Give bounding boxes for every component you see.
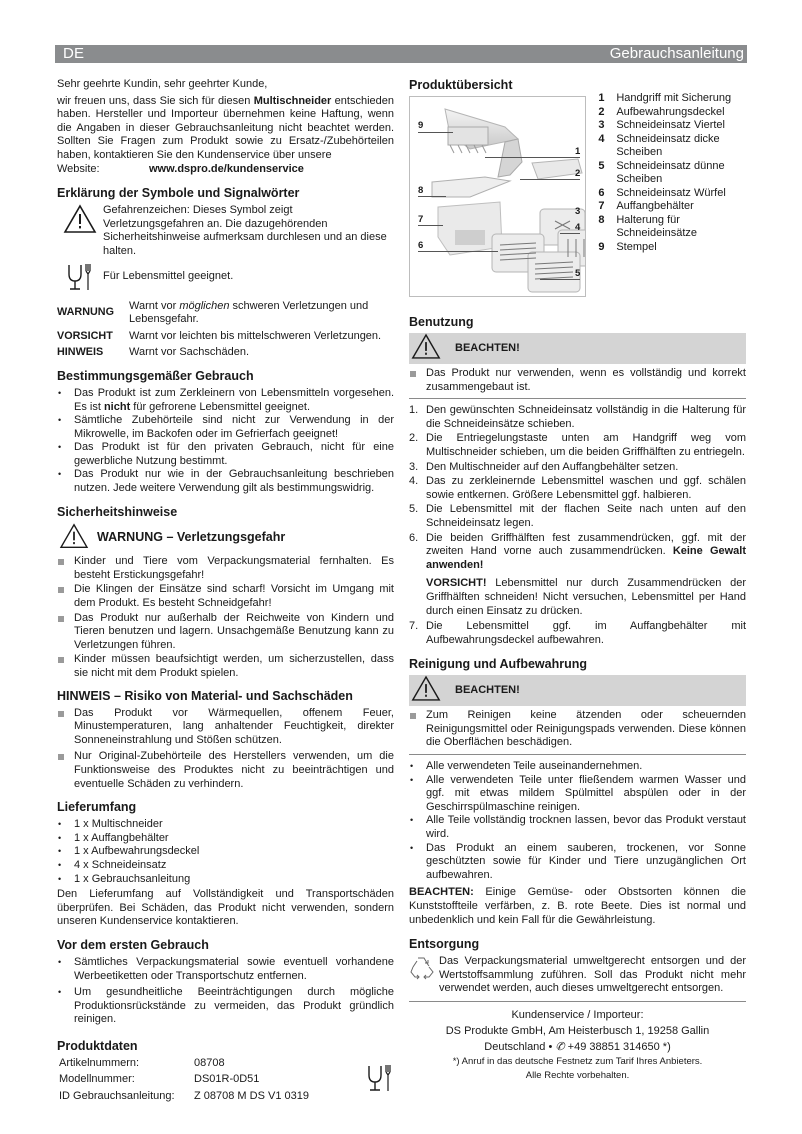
cleaning-list <box>409 760 746 882</box>
signal-row-warnung <box>57 300 394 327</box>
notice-list <box>57 707 394 792</box>
list-item: • Um gesundheitliche Beeinträchtigungen durch mögliche Produktionsrückstände zu vermeiden, das Produkt gründlich reinigen. <box>57 986 394 1027</box>
cleaning-heading: Reinigung und Aufbewahrung <box>409 657 587 672</box>
list-item: • Alle Teile vollständig trocknen lassen, bevor das Produkt verstaut wird. <box>409 814 746 841</box>
data-label: Modellnummer: <box>59 1073 135 1086</box>
danger-symbol-row <box>57 204 394 258</box>
list-item: • Alle verwendeten Teile unter fließendem warmen Wasser und ggf. mit etwas mildem Spülmittel abspülen oder in der Geschirrspülmaschine reinigen. <box>409 774 746 815</box>
legend-label: Schneideinsatz Viertel <box>616 119 725 131</box>
step-number: 2. <box>409 432 419 445</box>
beachten-label: BEACHTEN! <box>455 341 520 354</box>
step-number: 3. <box>409 460 419 473</box>
list-item: • Das Produkt nur wie in der Gebrauchsanleitung beschrieben nutzen. Jede weitere Verwendung gilt als bestimmungswidrig. <box>57 468 394 495</box>
cleaning-remark <box>409 886 746 927</box>
safety-heading: Sicherheitshinweise <box>57 504 178 519</box>
signal-word: WARNUNG <box>57 306 114 319</box>
website-label: Website: <box>57 162 100 175</box>
step-text: Die Lebensmittel ggf. im Auffangbehälter mit Aufbewahrungsdeckel aufbewahren. <box>426 620 746 646</box>
product-data-table <box>59 1057 349 1104</box>
callout-9: 9 <box>418 120 424 131</box>
legend-label: Schneideinsatz dicke Scheiben <box>616 132 720 158</box>
product-name: Multischneider <box>253 94 332 107</box>
website-line <box>57 163 394 177</box>
warning-heading: WARNUNG – Verletzungsgefahr <box>97 530 286 545</box>
intro-text: wir freuen uns, dass Sie sich für diesen <box>57 94 254 107</box>
footer-note: *) Anruf in das deutsche Festnetz zum Tarif Ihres Anbieters. <box>452 1055 703 1067</box>
multi-chopper-illustration <box>410 97 586 297</box>
footer-rights: Alle Rechte vorbehalten. <box>525 1069 630 1081</box>
signal-word: VORSICHT <box>57 329 113 342</box>
legend-item <box>598 241 746 255</box>
legend-num: 4 <box>598 132 605 145</box>
legend-item <box>598 119 746 133</box>
parts-legend <box>598 92 746 297</box>
item-bold: nicht <box>103 400 131 413</box>
usage-steps-cont <box>409 620 746 647</box>
list-item: Kinder müssen beaufsichtigt werden, um sicherzustellen, dass sie nicht mit dem Produkt spielen. <box>57 653 394 680</box>
step-text: Die Lebensmittel mit der flachen Seite nach unten auf den Schneideinsatz legen. <box>426 503 746 529</box>
list-item: Das Produkt nur verwenden, wenn es vollständig und korrekt zusammengebaut ist. <box>409 367 746 394</box>
disposal-row <box>409 955 746 996</box>
footer-address: DS Produkte GmbH, Am Heisterbusch 1, 19258 Gallin <box>445 1024 710 1037</box>
list-item: Das Produkt nur außerhalb der Reichweite von Kindern und Tieren benutzen und lagern. Unsachgemäße Benutzung kann zu Verletzungen führen. <box>57 612 394 653</box>
list-item: • Alle verwendeten Teile auseinandernehmen. <box>409 760 746 774</box>
data-value: Z 08708 M DS V1 0319 <box>194 1090 309 1103</box>
product-data-heading: Produktdaten <box>57 1038 138 1053</box>
warning-list <box>57 555 394 680</box>
list-item: • 1 x Aufbewahrungsdeckel <box>57 845 394 859</box>
step-text: Den Multischneider auf den Auffangbehälter setzen. <box>426 460 679 473</box>
beachten-bar <box>409 675 746 706</box>
legend-num: 3 <box>598 119 605 131</box>
callout-7: 7 <box>418 214 424 225</box>
list-item: • 1 x Gebrauchsanleitung <box>57 873 394 887</box>
step-text: Die beiden Griffhälften fest zusammendrücken, ggf. mit der zweiten Hand vorne auch zusammendrücken. <box>426 531 746 558</box>
right-column <box>409 78 746 1083</box>
list-item: • 4 x Schneideinsatz <box>57 859 394 873</box>
item-text: für gefrorene Lebensmittel geeignet. <box>130 400 311 413</box>
step-number: 1. <box>409 404 419 417</box>
list-item: Das Produkt vor Wärmequellen, offenem Feuer, Minustemperaturen, lang anhaltender Feuchtigkeit, direkter Sonneneinstrahlung und Stößen schützen. <box>57 707 394 748</box>
legend-label: Schneideinsatz Würfel <box>616 186 726 199</box>
desc-italic: möglichen <box>179 299 230 312</box>
legend-num: 1 <box>598 92 605 104</box>
legend-label: Halterung für Schneideinsätze <box>616 213 698 239</box>
food-safe-glass-fork-icon <box>57 262 103 292</box>
symbols-heading: Erklärung der Symbole und Signalwörter <box>57 186 300 201</box>
overview-heading: Produktübersicht <box>409 78 513 92</box>
step-item <box>409 432 746 459</box>
callout-6: 6 <box>418 240 424 251</box>
left-column <box>57 78 394 1104</box>
legend-label: Auffangbehälter <box>616 200 694 212</box>
remark-text: Einige Gemüse- oder Obstsorten können die Kunststoffteile verfärben, z. B. rote Beete. Dies ist normal und unbedenklich und kein Fall für die Gewährleistung. <box>409 886 746 926</box>
callout-1: 1 <box>575 146 581 157</box>
usage-note-list <box>409 367 746 394</box>
remark-label: BEACHTEN: <box>409 886 474 899</box>
list-item: • Sämtliche Zubehörteile sind nicht zur Verwendung in der Mikrowelle, im Backofen oder im Gefrierfach geeignet! <box>57 414 394 441</box>
legend-label: Handgriff mit Sicherung <box>616 92 732 104</box>
food-safe-glass-fork-icon <box>367 1063 393 1098</box>
warning-triangle-icon <box>59 523 89 554</box>
legend-item <box>598 160 746 187</box>
step-item <box>409 503 746 530</box>
legend-item <box>598 92 746 106</box>
list-item: • 1 x Auffangbehälter <box>57 832 394 846</box>
language-code: DE <box>63 45 85 63</box>
intro-paragraph <box>57 95 394 163</box>
list-item: • 1 x Multischneider <box>57 818 394 832</box>
beachten-bar <box>409 333 746 364</box>
signal-words-table <box>57 300 394 360</box>
step-item <box>409 404 746 431</box>
footer-phone[interactable]: +49 38851 314650 *) <box>564 1040 671 1053</box>
scope-heading: Lieferumfang <box>57 800 137 815</box>
step-item <box>409 532 746 573</box>
caution-paragraph <box>409 577 746 618</box>
step-item <box>409 475 746 502</box>
scope-note: Den Lieferumfang auf Vollständigkeit und Transportschäden überprüfen. Bei Schäden, das Produkt nicht verwenden, sondern unseren Kundenservice kontaktieren. <box>57 888 394 928</box>
food-symbol-row <box>57 262 394 292</box>
legend-item <box>598 187 746 201</box>
legend-num: 5 <box>598 159 605 172</box>
header-bar <box>55 45 747 63</box>
data-label: ID Gebrauchsanleitung: <box>59 1090 175 1103</box>
step-number: 6. <box>409 531 419 544</box>
greeting: Sehr geehrte Kundin, sehr geehrter Kunde, <box>57 78 268 90</box>
website-link[interactable]: www.dspro.de/kundenservice <box>149 162 304 175</box>
product-image <box>409 96 586 297</box>
callout-8: 8 <box>418 185 424 196</box>
footer <box>409 1007 746 1083</box>
signal-desc: Warnt vor leichten bis mittelschweren Verletzungen. <box>129 329 382 342</box>
legend-label: Stempel <box>616 240 657 253</box>
footer-line: Kundenservice / Importeur: <box>511 1008 644 1021</box>
legend-item <box>598 214 746 241</box>
signal-row-hinweis <box>57 346 394 360</box>
warning-triangle-icon <box>57 204 103 234</box>
step-text: Die Entriegelungstaste unten am Handgriff weg vom Multischneider schieben, um die beiden Griffhälften zu entriegeln. <box>426 432 746 458</box>
callout-3: 3 <box>575 206 581 217</box>
intended-use-heading: Bestimmungsgemäßer Gebrauch <box>57 368 254 383</box>
legend-item <box>598 106 746 120</box>
divider <box>409 1001 746 1002</box>
step-number: 5. <box>409 503 419 516</box>
step-item <box>409 620 746 647</box>
list-item: • Das Produkt an einem sauberen, trockenen, vor Sonne geschützten sowie für Kinder und Tiere unzugänglichen Ort aufbewahren. <box>409 842 746 883</box>
list-item: Zum Reinigen keine ätzenden oder scheuernden Reinigungsmittel oder Reinigungspads verwenden. Diese können die Oberflächen beschädigen. <box>409 709 746 750</box>
caution-text: Lebensmittel nur durch Zusammendrücken der Griffhälften schneiden! Nicht versuchen, Lebensmittel per Hand durch einen Einsatz zu drücken. <box>426 577 746 617</box>
signal-row-vorsicht <box>57 330 394 344</box>
warning-triangle-icon <box>411 675 441 707</box>
scope-list <box>57 818 394 886</box>
recycling-icon <box>409 955 439 996</box>
usage-steps <box>409 404 746 572</box>
desc-text: Warnt vor <box>129 299 180 312</box>
legend-num: 8 <box>598 213 605 226</box>
food-symbol-text: Für Lebensmittel geeignet. <box>103 269 234 282</box>
product-overview <box>409 92 746 297</box>
list-item: • Sämtliches Verpackungsmaterial sowie eventuell vorhandene Werbeetiketten oder Transportschutz entfernen. <box>57 956 394 983</box>
warning-heading-row <box>57 523 394 554</box>
caution-label: VORSICHT! <box>426 577 487 590</box>
beachten-label: BEACHTEN! <box>455 683 520 696</box>
callout-4: 4 <box>575 222 581 233</box>
legend-num: 9 <box>598 240 605 253</box>
list-item: Kinder und Tiere vom Verpackungsmaterial fernhalten. Es besteht Erstickungsgefahr! <box>57 555 394 582</box>
intro-text-cont: entschieden haben. Hersteller und Importeur übernehmen keine Haftung, wenn die Angaben in dieser Gebrauchsanleitung nicht beachtet werden. Sollten Sie Fragen zum Produkt sowie zu Ersatz-/Zubehörteilen haben, kontaktieren Sie den Kundenservice über unsere <box>57 94 394 161</box>
first-use-list <box>57 956 394 1027</box>
desc-text: schweren Verletzungen und Lebensgefahr. <box>129 299 369 326</box>
notice-heading: HINWEIS – Risiko von Material- und Sachschäden <box>57 688 353 703</box>
callout-5: 5 <box>575 268 581 279</box>
document-title: Gebrauchsanleitung <box>609 45 744 63</box>
callout-2: 2 <box>575 168 581 179</box>
signal-word: HINWEIS <box>57 346 104 359</box>
warning-triangle-icon <box>411 333 441 365</box>
data-value: 08708 <box>194 1056 225 1069</box>
legend-label: Aufbewahrungsdeckel <box>616 105 725 118</box>
list-item: Die Klingen der Einsätze sind scharf! Vorsicht im Umgang mit dem Produkt. Es besteht Schneidgefahr! <box>57 583 394 610</box>
step-item <box>409 461 746 475</box>
data-value: DS01R-0D51 <box>194 1073 260 1086</box>
product-data-block <box>57 1057 394 1104</box>
item-text: Das Produkt ist zum Zerkleinern von Lebensmitteln vorgesehen. Es ist <box>74 386 394 413</box>
step-bold: Keine Gewalt anwenden! <box>426 545 747 571</box>
first-use-heading: Vor dem ersten Gebrauch <box>57 937 209 952</box>
disposal-heading: Entsorgung <box>409 937 480 952</box>
step-number: 4. <box>409 475 419 488</box>
intended-use-list <box>57 387 394 496</box>
legend-num: 2 <box>598 105 605 118</box>
legend-item <box>598 200 746 214</box>
divider <box>409 754 746 755</box>
step-text: Das zu zerkleinernde Lebensmittel waschen und ggf. schälen sowie entkernen. Größere Lebensmittel ggf. halbieren. <box>426 475 746 501</box>
list-item: Nur Original-Zubehörteile des Herstellers verwenden, um die Funktionsweise des Produktes nicht zu beeinträchtigen und eventuelle Schäden zu verhindern. <box>57 750 394 791</box>
divider <box>409 398 746 399</box>
phone-icon: ✆ <box>555 1040 565 1053</box>
data-label: Artikelnummern: <box>59 1056 140 1069</box>
signal-desc: Warnt vor Sachschäden. <box>129 346 250 359</box>
disposal-text: Das Verpackungsmaterial umweltgerecht entsorgen und der Wertstoffsammlung zuführen. Soll das Produkt nicht mehr verwendet werden, auch dieses umweltgerecht entsorgen. <box>439 955 746 995</box>
legend-item <box>598 133 746 160</box>
legend-label: Schneideinsatz dünne Scheiben <box>616 159 725 185</box>
legend-num: 7 <box>598 200 605 212</box>
signal-desc <box>129 300 394 327</box>
step-text: Den gewünschten Schneideinsatz vollständig in die Halterung für die Schneideinsätze schieben. <box>426 404 746 430</box>
usage-heading: Benutzung <box>409 315 474 329</box>
step-number: 7. <box>409 620 419 633</box>
footer-country: Deutschland • <box>484 1040 556 1053</box>
footer-phone-line <box>409 1039 746 1055</box>
list-item: • Das Produkt ist für den privaten Gebrauch, nicht für eine gewerbliche Nutzung bestimmt. <box>57 441 394 468</box>
cleaning-note-list <box>409 709 746 750</box>
danger-symbol-text: Gefahrenzeichen: Dieses Symbol zeigt Verletzungsgefahren an. Die dazugehörenden Sicherheitshinweise aufmerksam durchlesen und an diese halten. <box>103 204 387 257</box>
legend-num: 6 <box>598 186 605 199</box>
list-item <box>57 387 394 414</box>
